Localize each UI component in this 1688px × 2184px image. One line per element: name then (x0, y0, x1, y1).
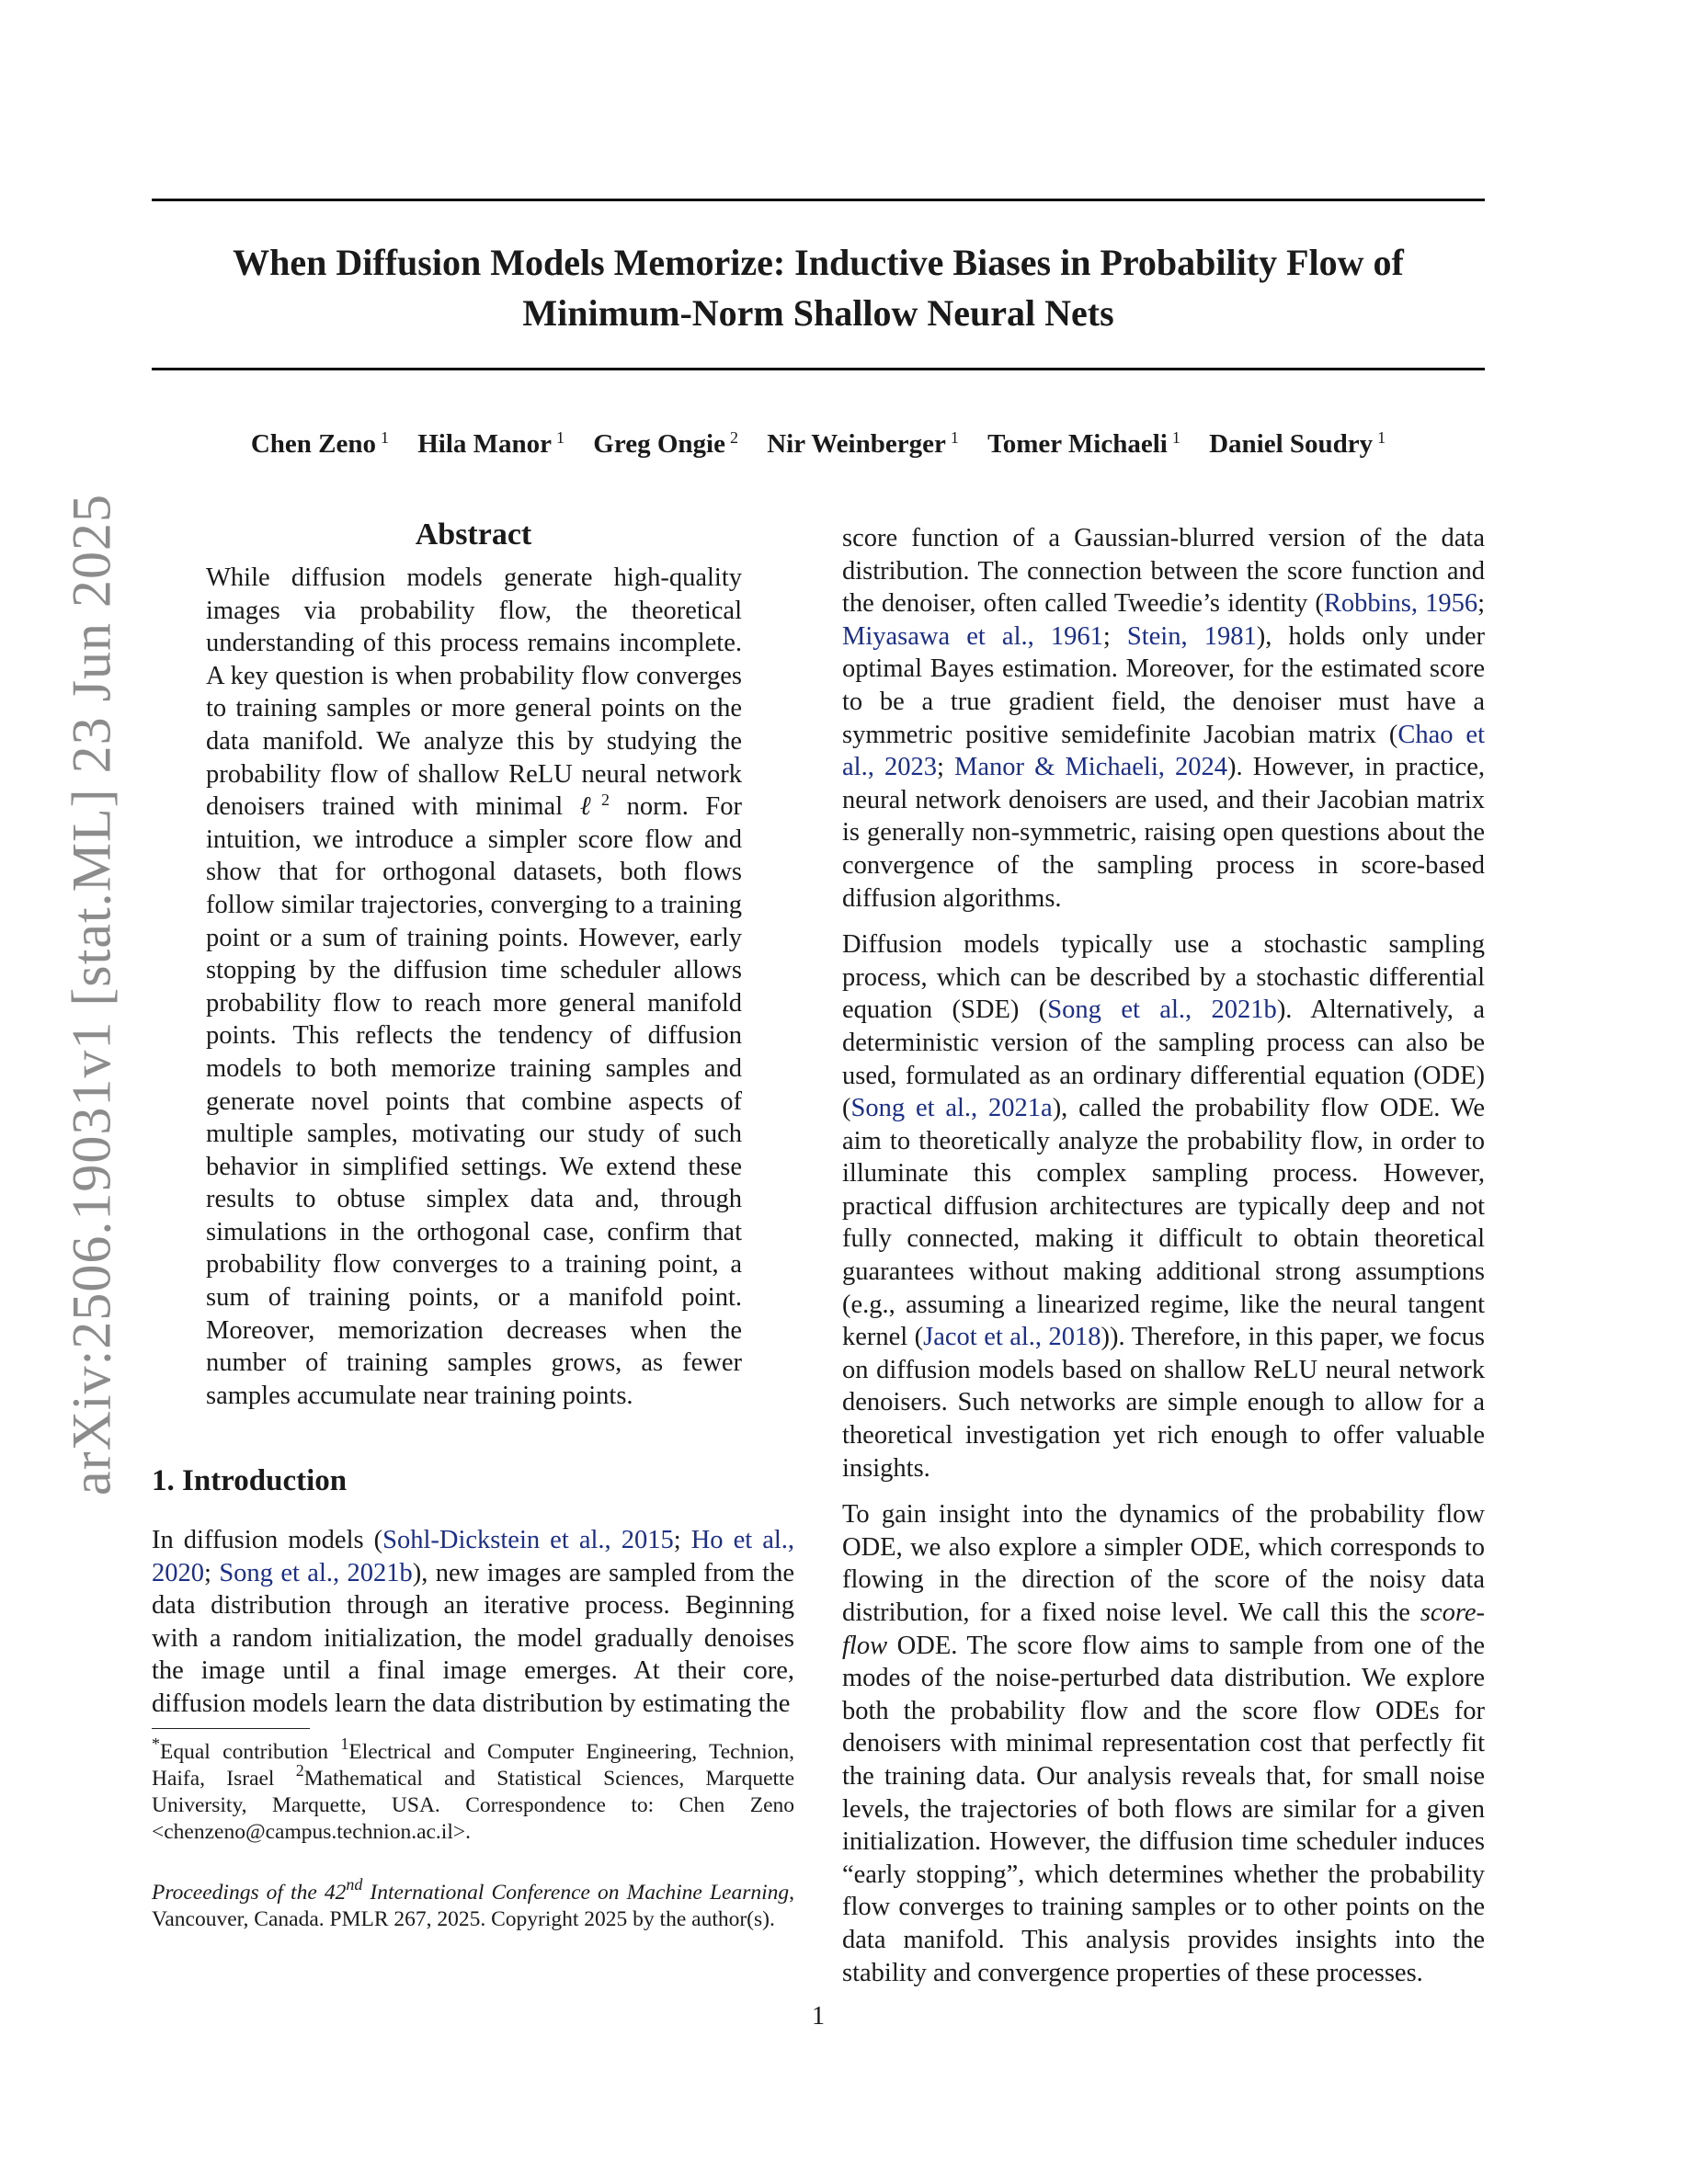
author (767, 429, 959, 459)
abstract-heading: Abstract (415, 518, 532, 552)
author (987, 429, 1180, 459)
author-affiliation: 1 (381, 428, 389, 447)
emphasized-term: score-flow (842, 1598, 1485, 1660)
body-text: )). Therefore, in this paper, we focus on diffusion models based on shallow ReLU neural network denoisers. Such networks are simple enough to allow for a theoretical investigation yet rich enough to offer valuable insights. (842, 1323, 1485, 1483)
author-name: Tomer Michaeli (987, 429, 1168, 459)
intro-body (152, 1524, 794, 1721)
body-text: To gain insight into the dynamics of the probability flow ODE, we also explore a simpler ODE, which corresponds to flowing in the direction of the score of the noisy data distribution, for a fixed noise level. We call this the (842, 1500, 1485, 1627)
footnote-mark: * (152, 1735, 160, 1753)
page-number: 1 (812, 2002, 825, 2030)
author (593, 429, 738, 459)
author-affiliation: 1 (556, 428, 565, 447)
body-paragraph (842, 1498, 1485, 1989)
citation-link[interactable]: Ho et al., 2020 (152, 1526, 795, 1587)
body-text: ), called the probability flow ODE. We aim to theoretically analyze the probability flow, in order to illuminate this complex sampling process. However, practical diffusion architectures are typically deep and not fully connected, making it difficult to obtain theoretical guarantees without making additional strong assumptions (e.g., assuming a linearized regime, like the neural tangent kernel ( (842, 1094, 1485, 1352)
body-text: Diffusion models typically use a stochastic sampling process, which can be described by a stochastic differential equation (SDE) ( (842, 930, 1485, 1025)
title-top-rule (152, 199, 1485, 201)
body-text: ; (204, 1558, 220, 1587)
body-text: ; (673, 1526, 691, 1554)
body-paragraph (842, 522, 1485, 915)
citation-link[interactable]: Stein, 1981 (1126, 621, 1257, 651)
conference-number: 42 (324, 1881, 347, 1905)
author (251, 429, 389, 459)
body-text: In diffusion models ( (152, 1526, 383, 1554)
proceedings-text: International Conference on Machine Learning (362, 1881, 790, 1905)
proceedings-note (152, 1875, 794, 1933)
author-name: Hila Manor (417, 429, 553, 459)
author (417, 429, 565, 459)
affiliation-mark: 1 (340, 1735, 349, 1753)
footnote-text: Electrical and Computer Engineering, Technion, Haifa, Israel (152, 1740, 795, 1791)
title-bottom-rule (152, 368, 1485, 370)
abstract-text: While diffusion models generate high-quality images via probability flow, the theoretical understanding of this process remains incomplete. A key question is when probability flow converges to training samples or more general points on the data manifold. We analyze this by studying the probability flow of shallow ReLU neural network denoisers trained with minimal (206, 563, 742, 822)
author-name: Chen Zeno (250, 429, 376, 459)
affiliations-footnote (152, 1735, 795, 1846)
citation-link[interactable]: Song et al., 2021b (1047, 995, 1277, 1025)
footnote-text: Equal contribution (160, 1740, 341, 1764)
author-affiliation: 1 (950, 428, 959, 447)
author-name: Daniel Soudry (1209, 429, 1374, 459)
body-text: ; (1477, 589, 1485, 619)
affiliation-mark: 2 (295, 1761, 304, 1780)
body-text: ODE. The score flow aims to sample from one of the modes of the noise-perturbed data distribution. We explore both the probability flow and the score flow ODEs for denoisers with minimal representation cost that perfectly fit the training data. Our analysis reveals that, for small noise levels, the trajectories of both flows are similar for a given initialization. However, the diffusion time scheduler induces “early stopping”, which determines whether the probability flow converges to training samples or to other points on the data manifold. This analysis provides insights into the stability and convergence properties of these processes. (842, 1631, 1485, 1987)
citation-link[interactable]: Chao et al., 2023 (842, 720, 1485, 782)
abstract-body (206, 562, 742, 1412)
author (1209, 429, 1386, 459)
author-name: Nir Weinberger (767, 429, 946, 459)
right-column (842, 522, 1485, 1989)
proceedings-text: Proceedings of the (152, 1881, 325, 1905)
body-text: ), holds only under optimal Bayes estimation. Moreover, for the estimated score to be a true gradient field, the denoiser must have a symmetric positive semidefinite Jacobian matrix ( (842, 621, 1485, 749)
footnote-text: Mathematical and Statistical Sciences, Marquette University, Marquette, USA. Correspondence to: Chen Zeno <chenzeno@campus.technion.ac.il>. (152, 1767, 795, 1844)
author-name: Greg Ongie (593, 429, 725, 459)
citation-link[interactable]: Miyasawa et al., 1961 (842, 621, 1103, 651)
body-paragraph (842, 928, 1485, 1484)
body-text: ). Alternatively, a deterministic version of the sampling process can also be used, formulated as an ordinary differential equation (ODE) ( (842, 995, 1485, 1123)
body-text: ; (936, 753, 955, 782)
footnote-rule (152, 1728, 310, 1729)
ell-exponent: 2 (601, 791, 610, 810)
citation-link[interactable]: Song et al., 2021a (850, 1094, 1053, 1123)
body-text: ). However, in practice, neural network denoisers are used, and their Jacobian matrix is generally non-symmetric, raising open questions about the convergence of the sampling process in score-based diffusion algorithms. (842, 753, 1485, 913)
paper-title: When Diffusion Models Memorize: Inductive Biases in Probability Flow of Minimum-Norm Shallow Neural Nets (233, 242, 1404, 334)
citation-link[interactable]: Jacot et al., 2018 (923, 1323, 1101, 1352)
intro-paragraph (152, 1524, 794, 1721)
body-text: score function of a Gaussian-blurred version of the data distribution. The connection between the score function and the denoiser, often called Tweedie’s identity ( (842, 524, 1485, 619)
citation-link[interactable]: Song et al., 2021b (219, 1558, 413, 1587)
author-affiliation: 2 (729, 428, 738, 447)
citation-link[interactable]: Manor & Michaeli, 2024 (954, 753, 1228, 782)
arxiv-identifier: arXiv:2506.19031v1 [stat.ML] 23 Jun 2025 (61, 494, 122, 1496)
author-affiliation: 1 (1171, 428, 1180, 447)
author-list (152, 428, 1485, 460)
ell-symbol: ℓ (579, 792, 601, 822)
proceedings-text: , Vancouver, Canada. PMLR 267, 2025. Copyright 2025 by the author(s). (152, 1881, 794, 1931)
citation-link[interactable]: Sohl-Dickstein et al., 2015 (382, 1526, 674, 1554)
abstract-text: norm. For intuition, we introduce a simpler score flow and show that for orthogonal datasets, both flows follow similar trajectories, converging to a training point or a sum of training points. However, early stopping by the diffusion time scheduler allows probability flow to reach more general manifold points. This reflects the tendency of diffusion models to both memorize training samples and generate novel points that combine aspects of multiple samples, motivating our study of such behavior in simplified settings. We extend these results to obtuse simplex data and, through simulations in the orthogonal case, confirm that probability flow converges to a training point, a sum of training points, or a manifold point. Moreover, memorization decreases when the number of training samples grows, as fewer samples accumulate near training points. (206, 792, 742, 1410)
ordinal-suffix: nd (346, 1875, 363, 1894)
section-heading-introduction: 1. Introduction (152, 1464, 348, 1497)
abstract-paragraph (206, 562, 742, 1412)
body-text: ), new images are sampled from the data distribution through an iterative process. Beginning with a random initialization, the model gradually denoises the image until a final image emerges. At their core, diffusion models learn the data distribution by estimating the (152, 1558, 794, 1718)
citation-link[interactable]: Robbins, 1956 (1323, 589, 1478, 619)
author-affiliation: 1 (1377, 428, 1386, 447)
body-text: ; (1102, 621, 1127, 651)
